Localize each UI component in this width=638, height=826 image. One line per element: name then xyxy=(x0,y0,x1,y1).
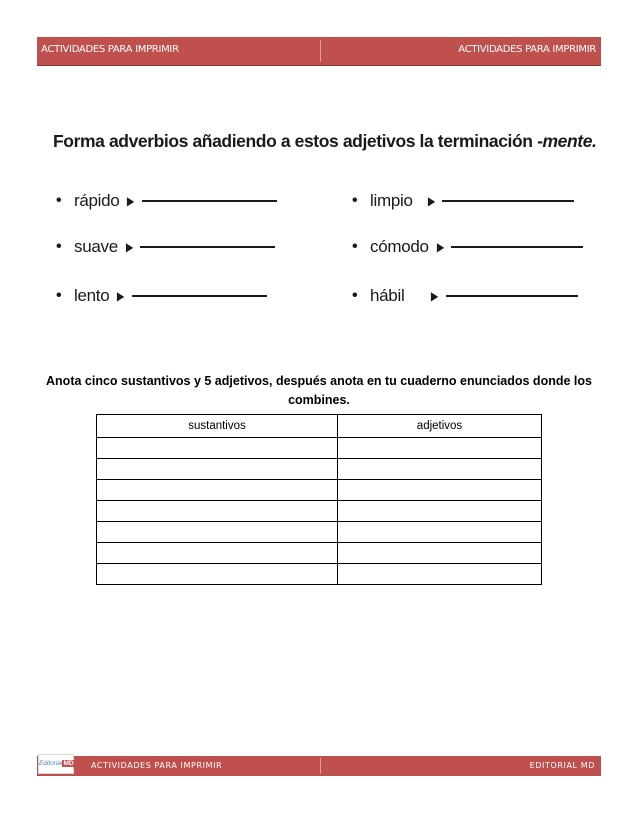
bullet: • xyxy=(56,238,62,255)
nouns-adjectives-table xyxy=(96,414,542,585)
bullet: • xyxy=(352,238,358,255)
sustantivo-cell[interactable] xyxy=(97,459,338,480)
table-row xyxy=(97,564,542,585)
sustantivo-cell[interactable] xyxy=(97,522,338,543)
logo-text-editorial: Editorial xyxy=(39,760,63,767)
word-label: cómodo xyxy=(370,237,429,256)
answer-line[interactable] xyxy=(446,295,578,297)
answer-line[interactable] xyxy=(142,200,277,202)
exercise-title-suffix: -mente. xyxy=(537,131,597,151)
bullet: • xyxy=(352,192,358,209)
word-label: lento xyxy=(74,286,110,305)
page-header xyxy=(37,37,601,66)
footer-left-text: ACTIVIDADES PARA IMPRIMIR xyxy=(91,761,223,770)
bullet: • xyxy=(352,287,358,304)
footer-right-text: EDITORIAL MD xyxy=(529,761,595,770)
sustantivo-cell[interactable] xyxy=(97,543,338,564)
table-header-row xyxy=(97,415,542,438)
table-row xyxy=(97,501,542,522)
table-row xyxy=(97,459,542,480)
bullet: • xyxy=(56,287,62,304)
column-header-adjetivos: adjetivos xyxy=(338,415,542,438)
adjetivo-cell[interactable] xyxy=(338,522,542,543)
adjetivo-cell[interactable] xyxy=(338,543,542,564)
logo-text-md: MD xyxy=(63,760,74,767)
sustantivo-cell[interactable] xyxy=(97,564,338,585)
word-item-suave xyxy=(56,236,275,258)
table-row xyxy=(97,543,542,564)
table-row xyxy=(97,438,542,459)
exercise-title xyxy=(53,131,597,152)
table-row xyxy=(97,480,542,501)
table-row xyxy=(97,522,542,543)
header-right-text: ACTIVIDADES PARA IMPRIMIR xyxy=(458,44,596,55)
adjetivo-cell[interactable] xyxy=(338,459,542,480)
word-item-limpio xyxy=(352,190,574,212)
triangle-right-icon: ▶ xyxy=(431,289,439,303)
exercise-title-main: Forma adverbios añadiendo a estos adjetivos la terminación xyxy=(53,131,538,151)
header-left-text: ACTIVIDADES PARA IMPRIMIR xyxy=(41,44,179,55)
adjetivo-cell[interactable] xyxy=(338,501,542,522)
editorial-md-logo xyxy=(38,754,74,774)
triangle-right-icon: ▶ xyxy=(427,194,435,208)
triangle-right-icon: ▶ xyxy=(436,240,444,254)
adjetivo-cell[interactable] xyxy=(338,480,542,501)
adjetivo-cell[interactable] xyxy=(338,564,542,585)
column-header-sustantivos: sustantivos xyxy=(97,415,338,438)
answer-line[interactable] xyxy=(132,295,267,297)
word-item-comodo xyxy=(352,236,583,258)
footer-divider xyxy=(320,758,321,774)
exercise-instruction: Anota cinco sustantivos y 5 adjetivos, después anota en tu cuaderno enunciados donde los combines. xyxy=(46,374,592,407)
word-label: suave xyxy=(74,237,118,256)
answer-line[interactable] xyxy=(451,246,583,248)
word-item-habil xyxy=(352,285,578,307)
triangle-right-icon: ▶ xyxy=(127,194,135,208)
header-divider xyxy=(320,40,321,62)
sustantivo-cell[interactable] xyxy=(97,438,338,459)
triangle-right-icon: ▶ xyxy=(125,240,134,254)
word-label: limpio xyxy=(370,191,413,210)
sustantivo-cell[interactable] xyxy=(97,480,338,501)
word-label: rápido xyxy=(74,191,120,210)
word-label: hábil xyxy=(370,286,405,305)
adjetivo-cell[interactable] xyxy=(338,438,542,459)
answer-line[interactable] xyxy=(140,246,275,248)
sustantivo-cell[interactable] xyxy=(97,501,338,522)
triangle-right-icon: ▶ xyxy=(117,289,125,303)
page-footer xyxy=(37,756,601,776)
word-item-lento xyxy=(56,285,267,307)
answer-line[interactable] xyxy=(442,200,574,202)
word-item-rapido xyxy=(56,190,277,212)
bullet: • xyxy=(56,192,62,209)
